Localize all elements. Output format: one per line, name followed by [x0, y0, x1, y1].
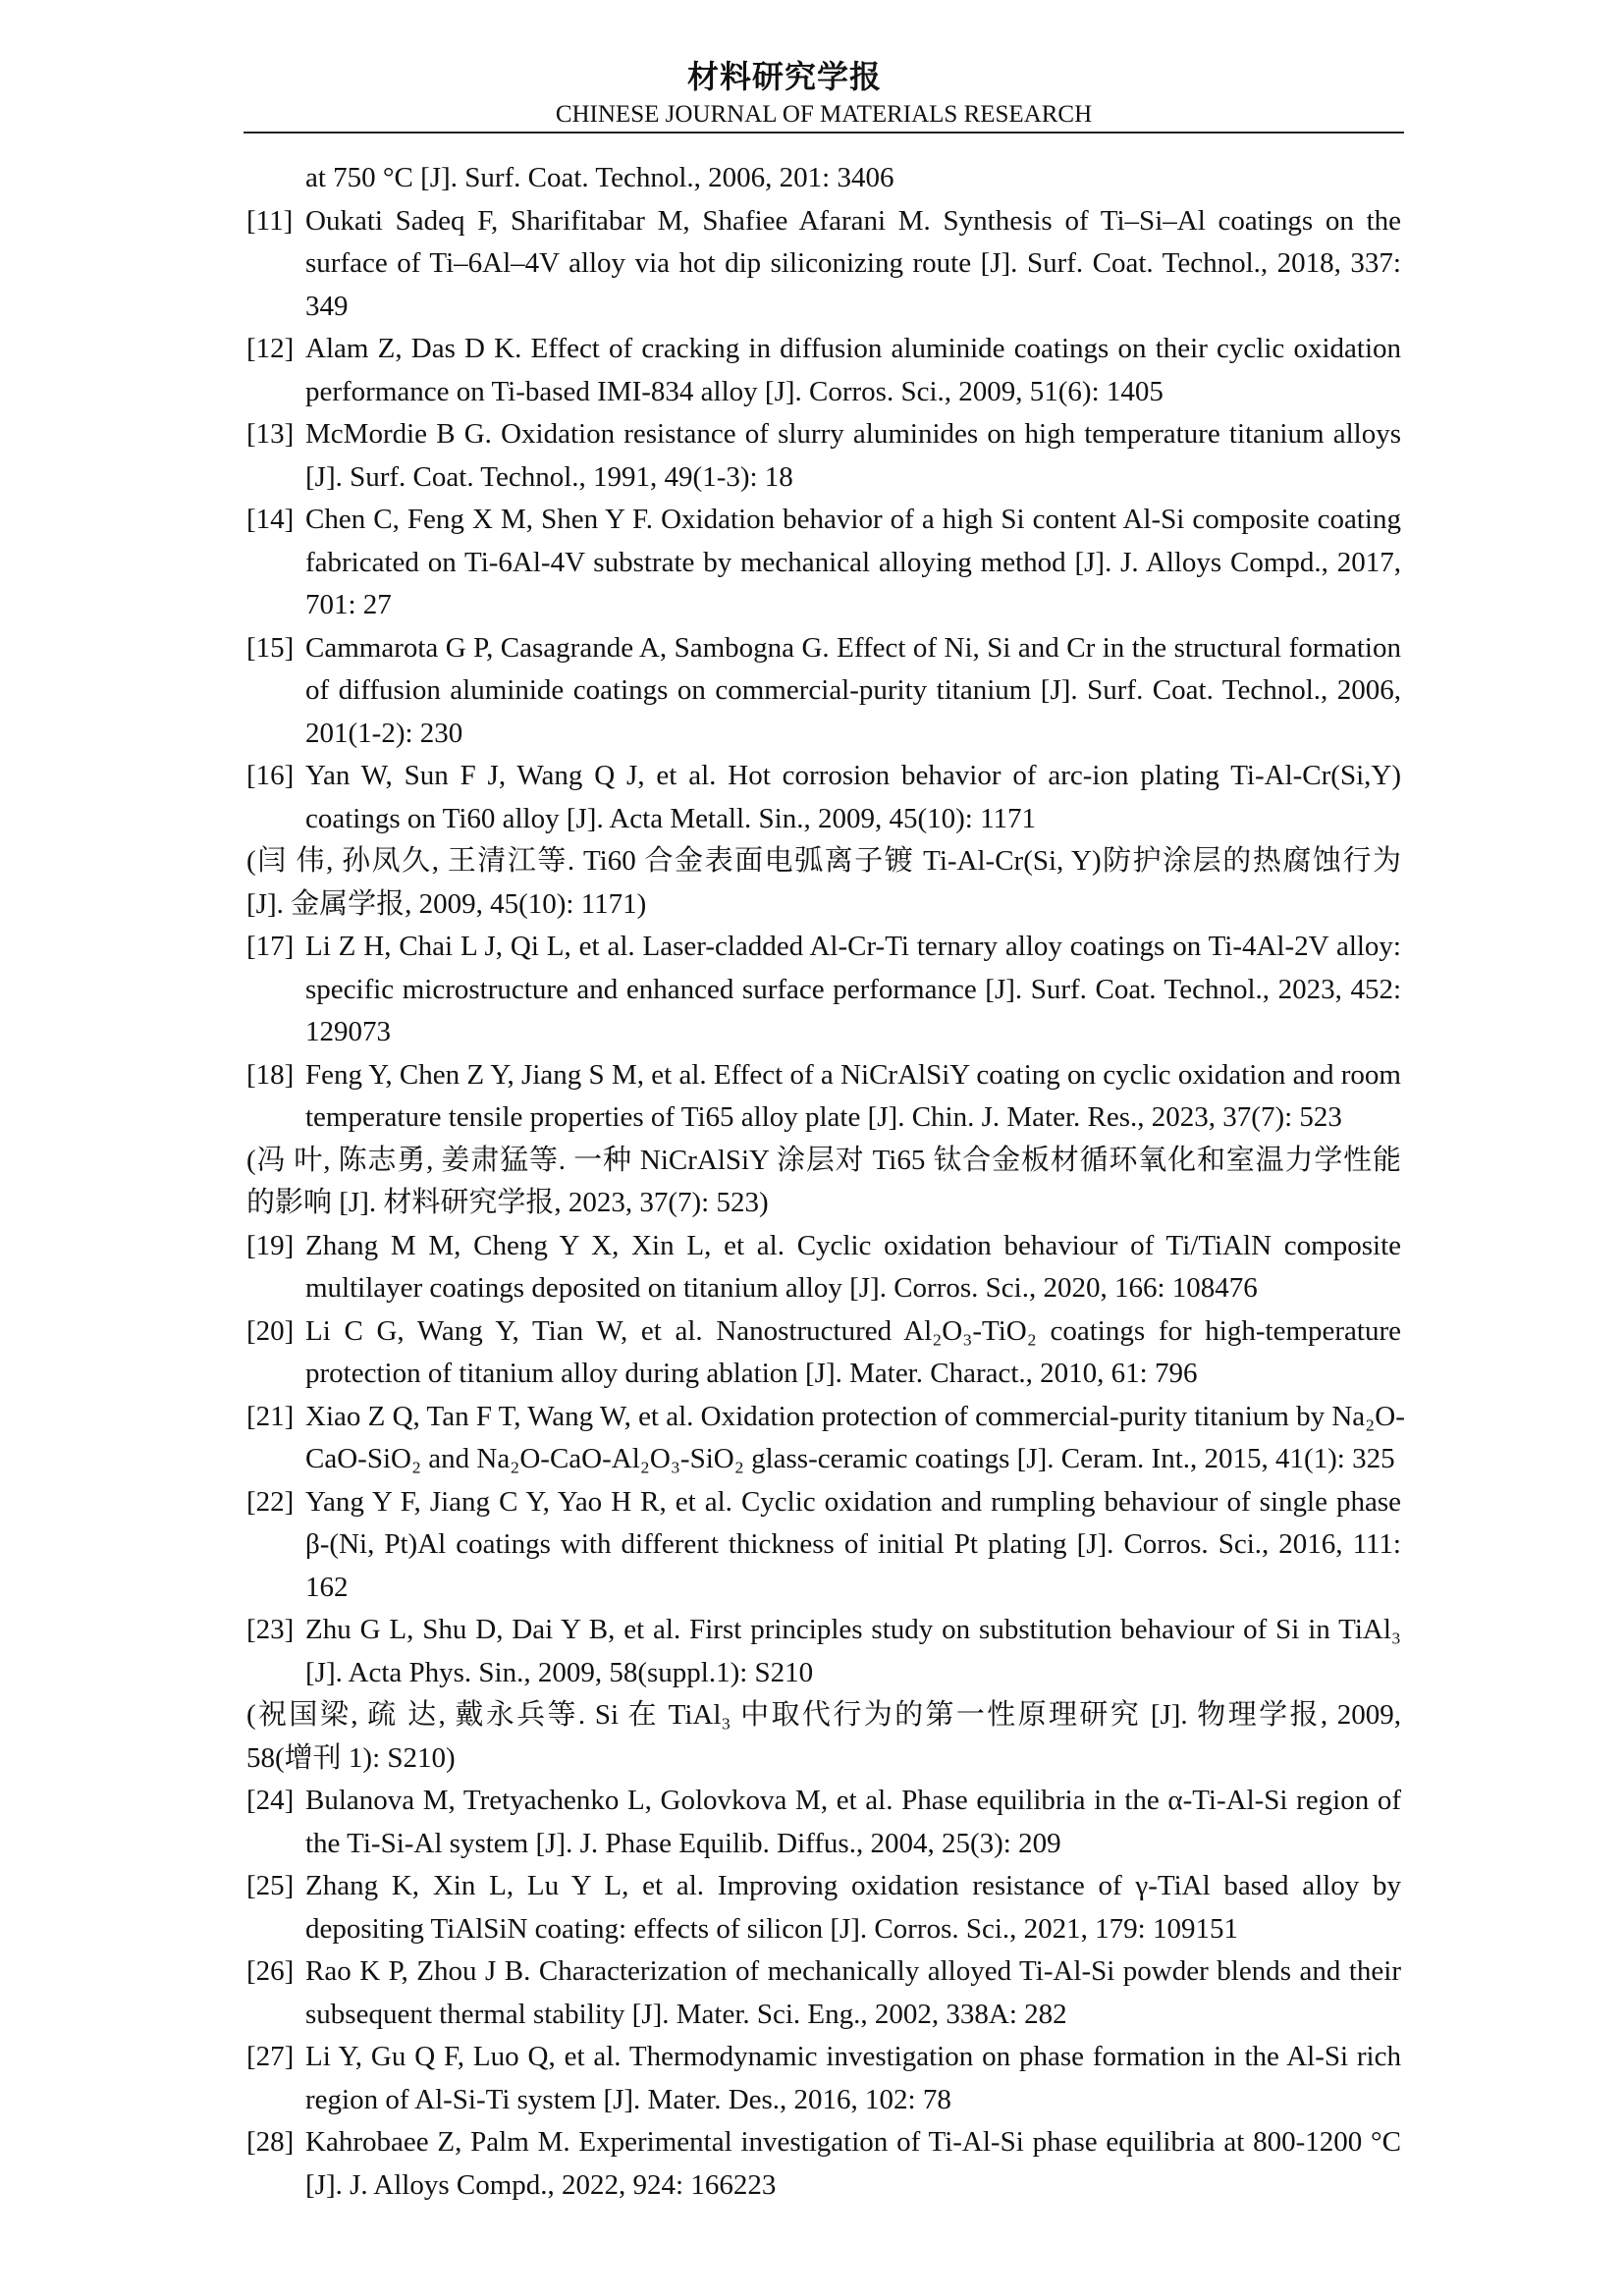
reference-number: [24]	[246, 1785, 295, 1816]
reference-line: 701: 27	[305, 589, 392, 620]
reference-line: CaO-SiO₂ and Na₂O-CaO-Al₂O₃-SiO₂ glass-ceramic coatings [J]. Ceram. Int., 2015, 41(1): 325	[305, 1443, 1395, 1474]
reference-line: temperature tensile properties of Ti65 alloy plate [J]. Chin. J. Mater. Res., 2023, 37(7): 523	[305, 1101, 1342, 1133]
reference-list	[246, 157, 1405, 2207]
reference-entry-11	[246, 200, 1401, 329]
journal-title-cn: 材料研究学报	[686, 59, 882, 94]
reference-line	[246, 1865, 1401, 1908]
reference-text: Li Z H, Chai L J, Qi L, et al. Laser-cladded Al-Cr-Ti ternary alloy coatings on Ti-4Al-2V alloy:	[305, 931, 1401, 962]
reference-text: Yan W, Sun F J, Wang Q J, et al. Hot corrosion behavior of arc-ion plating Ti-Al-Cr(Si,Y)	[305, 760, 1401, 791]
reference-text: Yang Y F, Jiang C Y, Yao H R, et al. Cyclic oxidation and rumpling behaviour of single phase	[305, 1485, 1401, 1518]
reference-line: [J]. Surf. Coat. Technol., 1991, 49(1-3): 18	[305, 460, 793, 493]
reference-entry-10-continued	[246, 157, 1401, 200]
header-rule	[244, 132, 1404, 133]
reference-line	[246, 755, 1401, 798]
reference-number: [25]	[246, 1870, 295, 1901]
reference-line: 129073	[305, 1016, 391, 1047]
reference-line: protection of titanium alloy during ablation [J]. Mater. Charact., 2010, 61: 796	[305, 1358, 1198, 1389]
reference-number: [22]	[246, 1485, 295, 1518]
reference-text: Rao K P, Zhou J B. Characterization of mechanically alloyed Ti-Al-Si powder blends and their	[305, 1955, 1401, 1987]
reference-entry-12	[246, 328, 1401, 413]
reference-line	[246, 1780, 1401, 1823]
reference-line	[246, 1225, 1401, 1268]
reference-text: Xiao Z Q, Tan F T, Wang W, et al. Oxidation protection of commercial-purity titanium by Na₂O-	[305, 1400, 1405, 1432]
reference-number: [27]	[246, 2041, 295, 2072]
reference-line: of diffusion aluminide coatings on commercial-purity titanium [J]. Surf. Coat. Technol., 2006,	[305, 674, 1401, 706]
reference-entry-14	[246, 499, 1401, 627]
reference-number: [19]	[246, 1229, 295, 1261]
reference-line	[246, 1054, 1401, 1097]
reference-entry-16	[246, 755, 1401, 926]
reference-line: performance on Ti-based IMI-834 alloy [J]. Corros. Sci., 2009, 51(6): 1405	[305, 375, 1164, 407]
reference-entry-19	[246, 1225, 1401, 1310]
reference-line: fabricated on Ti-6Al-4V substrate by mechanical alloying method [J]. J. Alloys Compd., 2017,	[305, 546, 1401, 578]
reference-translation-line: (祝国梁, 疏 达, 戴永兵等. Si 在 TiAl₃ 中取代行为的第一性原理研究 [J]. 物理学报, 2009,	[246, 1699, 1401, 1731]
reference-line	[246, 1310, 1401, 1354]
reference-line: coatings on Ti60 alloy [J]. Acta Metall. Sin., 2009, 45(10): 1171	[305, 802, 1037, 834]
reference-entry-22	[246, 1481, 1401, 1610]
reference-entry-26	[246, 1950, 1401, 2036]
reference-text: Bulanova M, Tretyachenko L, Golovkova M, et al. Phase equilibria in the α-Ti-Al-Si region of	[305, 1785, 1401, 1816]
reference-translation-line: 的影响 [J]. 材料研究学报, 2023, 37(7): 523)	[246, 1187, 769, 1218]
reference-line	[246, 2121, 1401, 2164]
reference-entry-17	[246, 926, 1401, 1054]
reference-number: [16]	[246, 760, 295, 791]
reference-text: Oukati Sadeq F, Sharifitabar M, Shafiee Afarani M. Synthesis of Ti–Si–Al coatings on the	[305, 204, 1401, 237]
reference-text: Li C G, Wang Y, Tian W, et al. Nanostructured Al₂O₃-TiO₂ coatings for high-temperature	[305, 1314, 1401, 1347]
reference-line: 162	[305, 1571, 349, 1603]
reference-line	[246, 1950, 1401, 1994]
reference-text: Chen C, Feng X M, Shen Y F. Oxidation behavior of a high Si content Al-Si composite coating	[305, 504, 1401, 535]
reference-line: multilayer coatings deposited on titanium alloy [J]. Corros. Sci., 2020, 166: 108476	[305, 1272, 1258, 1304]
reference-line: 201(1-2): 230	[305, 717, 463, 749]
reference-text: Cammarota G P, Casagrande A, Sambogna G. Effect of Ni, Si and Cr in the structural formation	[305, 631, 1401, 664]
reference-entry-24	[246, 1780, 1401, 1865]
reference-text: Kahrobaee Z, Palm M. Experimental investigation of Ti-Al-Si phase equilibria at 800-1200 °C	[305, 2126, 1401, 2158]
reference-line	[246, 627, 1401, 670]
reference-line: [J]. J. Alloys Compd., 2022, 924: 166223	[305, 2168, 777, 2201]
reference-line: specific microstructure and enhanced surface performance [J]. Surf. Coat. Technol., 2023, 452:	[305, 973, 1401, 1005]
reference-entry-21	[246, 1396, 1405, 1481]
reference-translation-line: [J]. 金属学报, 2009, 45(10): 1171)	[246, 887, 647, 920]
reference-line: depositing TiAlSiN coating: effects of silicon [J]. Corros. Sci., 2021, 179: 109151	[305, 1912, 1238, 1945]
reference-entry-27	[246, 2036, 1401, 2121]
reference-text: Zhang K, Xin L, Lu Y L, et al. Improving oxidation resistance of γ-TiAl based alloy by	[305, 1870, 1401, 1901]
reference-entry-28	[246, 2121, 1401, 2207]
reference-line: at 750 °C [J]. Surf. Coat. Technol., 2006, 201: 3406	[305, 162, 894, 193]
reference-line	[246, 200, 1401, 243]
reference-text: Li Y, Gu Q F, Luo Q, et al. Thermodynamic investigation on phase formation in the Al-Si rich	[305, 2041, 1401, 2072]
reference-line	[246, 926, 1401, 969]
reference-number: [11]	[246, 204, 294, 237]
reference-line	[246, 1396, 1405, 1439]
reference-line	[246, 328, 1401, 371]
reference-line	[246, 1609, 1401, 1652]
reference-line	[246, 413, 1401, 456]
journal-title-en: CHINESE JOURNAL OF MATERIALS RESEARCH	[555, 101, 1093, 128]
reference-entry-20	[246, 1310, 1401, 1396]
reference-text: Alam Z, Das D K. Effect of cracking in diffusion aluminide coatings on their cyclic oxidation	[305, 333, 1401, 364]
reference-text: Feng Y, Chen Z Y, Jiang S M, et al. Effect of a NiCrAlSiY coating on cyclic oxidation and room	[305, 1058, 1401, 1091]
reference-number: [12]	[246, 333, 295, 364]
reference-line: subsequent thermal stability [J]. Mater. Sci. Eng., 2002, 338A: 282	[305, 1998, 1067, 2030]
reference-translation-line: (闫 伟, 孙凤久, 王清江等. Ti60 合金表面电弧离子镀 Ti-Al-Cr(Si, Y)防护涂层的热腐蚀行为	[246, 845, 1401, 877]
reference-line	[246, 1481, 1401, 1524]
reference-line: surface of Ti–6Al–4V alloy via hot dip siliconizing route [J]. Surf. Coat. Technol., 2018, 337:	[305, 247, 1401, 279]
reference-line: β-(Ni, Pt)Al coatings with different thickness of initial Pt plating [J]. Corros. Sci., 2016, 111:	[305, 1528, 1401, 1560]
reference-text: Zhang M M, Cheng Y X, Xin L, et al. Cyclic oxidation behaviour of Ti/TiAlN composite	[305, 1229, 1401, 1261]
reference-number: [28]	[246, 2126, 295, 2158]
reference-entry-25	[246, 1865, 1401, 1950]
reference-number: [21]	[246, 1400, 295, 1432]
reference-line: the Ti-Si-Al system [J]. J. Phase Equilib. Diffus., 2004, 25(3): 209	[305, 1827, 1061, 1859]
reference-line	[246, 499, 1401, 542]
reference-line: 349	[305, 290, 349, 322]
reference-translation-line: 58(增刊 1): S210)	[246, 1741, 456, 1774]
reference-number: [17]	[246, 931, 295, 962]
reference-number: [15]	[246, 631, 295, 664]
reference-number: [13]	[246, 418, 295, 450]
reference-number: [20]	[246, 1314, 295, 1347]
reference-entry-23	[246, 1609, 1401, 1780]
reference-entry-13	[246, 413, 1401, 499]
reference-entry-15	[246, 627, 1401, 756]
reference-number: [18]	[246, 1058, 295, 1091]
reference-line	[246, 2036, 1401, 2079]
reference-line: region of Al-Si-Ti system [J]. Mater. Des., 2016, 102: 78	[305, 2083, 951, 2115]
reference-number: [26]	[246, 1955, 295, 1987]
reference-text: Zhu G L, Shu D, Dai Y B, et al. First principles study on substitution behaviour of Si in TiAl₃	[305, 1614, 1401, 1645]
reference-line: [J]. Acta Phys. Sin., 2009, 58(suppl.1): S210	[305, 1656, 814, 1688]
reference-translation-line: (冯 叶, 陈志勇, 姜肃猛等. 一种 NiCrAlSiY 涂层对 Ti65 钛合金板材循环氧化和室温力学性能	[246, 1144, 1401, 1176]
reference-number: [14]	[246, 504, 295, 535]
reference-number: [23]	[246, 1614, 295, 1645]
reference-text: McMordie B G. Oxidation resistance of slurry aluminides on high temperature titanium alloys	[305, 418, 1401, 450]
reference-entry-18	[246, 1054, 1401, 1225]
